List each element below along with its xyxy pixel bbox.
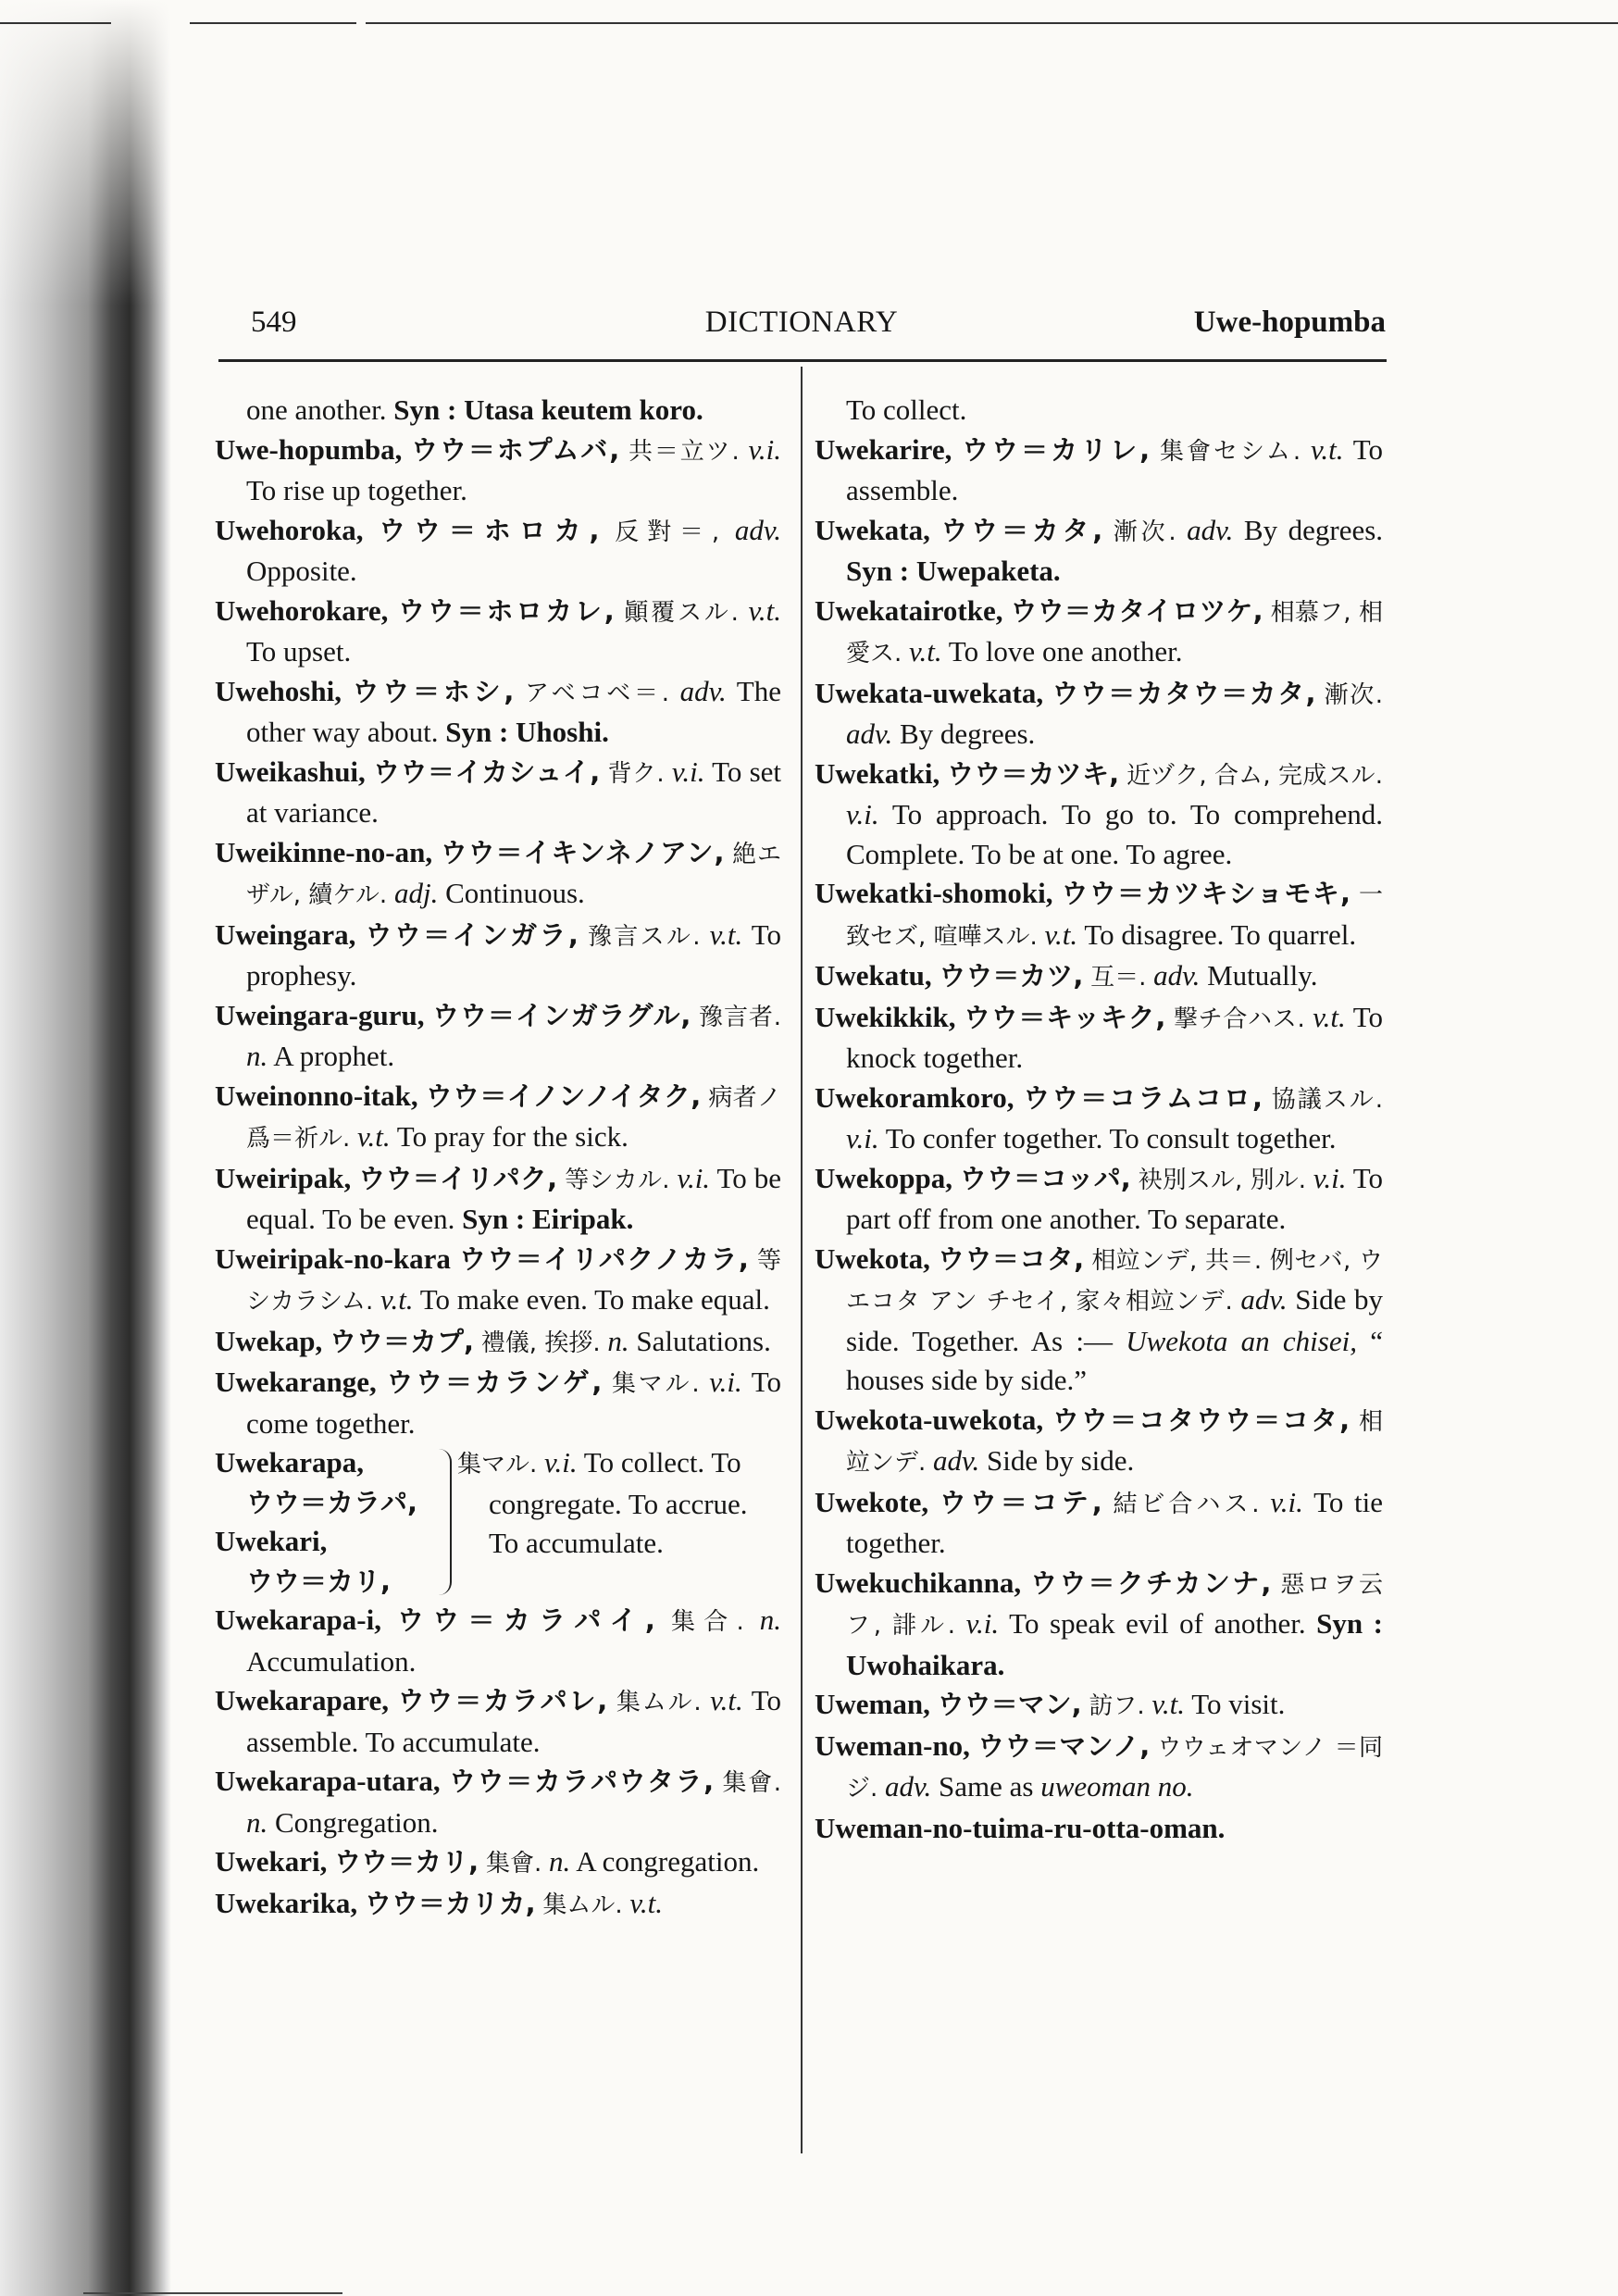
kanji-gloss: 惡ロヲ云フ, 誹ル.: [846, 1570, 1384, 1640]
headword: Uwe-hopumba,: [215, 432, 403, 466]
kanji-gloss: 集マル.: [611, 1370, 700, 1398]
synonym: Uwepaketa.: [915, 555, 1061, 587]
synonym-label: Syn :: [462, 1203, 526, 1235]
kanji-gloss: 集會.: [485, 1850, 542, 1878]
dictionary-entry: [815, 1401, 1383, 1483]
katakana: ウウ＝インガラ,: [365, 918, 579, 951]
bottom-rule: [83, 2292, 342, 2294]
katakana: ウウ＝ホロカ,: [379, 514, 600, 546]
kanji-gloss: 集ムル.: [616, 1689, 702, 1716]
dictionary-entry: [215, 833, 781, 916]
kanji-gloss: 集會.: [722, 1769, 782, 1797]
definition: Accumulation.: [246, 1644, 417, 1678]
kanji-gloss: 集合.: [670, 1608, 744, 1636]
part-of-speech: v.t.: [909, 635, 942, 668]
definition: To set at variance.: [246, 755, 782, 829]
katakana: ウウ＝コタ,: [938, 1242, 1085, 1275]
kanji-gloss: 背ク.: [607, 759, 665, 788]
katakana: ウウ＝コテ,: [939, 1486, 1102, 1518]
dictionary-entry: [815, 1159, 1383, 1240]
kanji-gloss: ウウェオマンノ ＝同ジ.: [846, 1733, 1384, 1803]
column-divider: [801, 367, 803, 2153]
headword: Uwehoroka,: [215, 513, 364, 546]
headword: Uweman,: [815, 1688, 930, 1720]
headword: Uweiripak-no-kara: [215, 1242, 451, 1275]
headword: Uwekarika,: [215, 1886, 358, 1919]
dictionary-entry: [215, 916, 781, 996]
top-rule: [0, 22, 111, 24]
definition: To upset.: [246, 635, 352, 668]
example-gloss: “ houses side by side.”: [846, 1324, 1383, 1396]
part-of-speech: v.t.: [709, 917, 743, 951]
katakana: ウウ＝イキンネノアン,: [440, 836, 725, 868]
part-of-speech: adv.: [846, 718, 893, 750]
katakana: ウウ＝カタウ＝カタ,: [1052, 677, 1316, 709]
definition: A congregation.: [576, 1845, 760, 1878]
katakana: ウウ＝マン,: [937, 1689, 1082, 1720]
top-rule: [190, 22, 356, 24]
dictionary-entry: [215, 592, 781, 672]
headword: Uwekap,: [215, 1324, 323, 1357]
dictionary-entry: [815, 511, 1383, 592]
definition: Opposite.: [246, 555, 357, 587]
kanji-gloss: 相竝ンデ.: [846, 1407, 1383, 1477]
dictionary-entry: [215, 672, 781, 753]
continued-text: one another.: [246, 393, 387, 426]
definition: Salutations.: [636, 1324, 771, 1357]
definition: To come together.: [246, 1366, 782, 1440]
dictionary-entry: [815, 1685, 1383, 1727]
definition: Side by side. Together. As :—: [846, 1283, 1383, 1357]
katakana: ウウ＝カラパイ,: [397, 1604, 655, 1636]
headword: Uwekuchikanna,: [815, 1566, 1022, 1599]
katakana: ウウ＝コッパ,: [959, 1162, 1131, 1194]
katakana: ウウ＝キッキク,: [963, 1001, 1166, 1033]
kanji-gloss: 訪フ.: [1089, 1692, 1145, 1720]
dictionary-entry: [215, 1159, 781, 1240]
headword: Uwekota-uwekota,: [815, 1403, 1044, 1436]
continued-text: To collect.: [846, 393, 967, 426]
definition: To rise up together.: [246, 474, 467, 506]
kanji-gloss: 互＝.: [1090, 964, 1147, 992]
synonym-label: Syn :: [393, 393, 457, 426]
katakana: ウウ＝カラパウタラ,: [449, 1766, 715, 1797]
kanji-gloss: 結ビ合ハス.: [1113, 1490, 1260, 1518]
guide-word: Uwe-hopumba: [1193, 306, 1386, 339]
dictionary-entry: [215, 1363, 781, 1443]
synonym: Utasa keutem koro.: [464, 393, 703, 426]
running-title: DICTIONARY: [704, 306, 899, 339]
dictionary-entry: [815, 674, 1383, 755]
kanji-gloss: 集ムル.: [542, 1890, 623, 1919]
synonym: Eiripak.: [531, 1203, 634, 1235]
dictionary-entry: [815, 1079, 1383, 1159]
dictionary-entry: [815, 874, 1383, 956]
katakana: ウウ＝カツキショモキ,: [1061, 878, 1350, 909]
katakana: ウウ＝カツキ,: [947, 757, 1120, 790]
part-of-speech: adv.: [1240, 1283, 1288, 1316]
part-of-speech: v.t.: [748, 593, 782, 627]
definition: A prophet.: [273, 1040, 395, 1072]
part-of-speech: v.t.: [1151, 1688, 1185, 1720]
dictionary-entry: [215, 391, 781, 430]
part-of-speech: v.t.: [380, 1283, 414, 1316]
grouped-headwords: [215, 1443, 437, 1601]
headword: Uwekari,: [215, 1845, 328, 1878]
definition: To prophesy.: [246, 917, 782, 992]
katakana: ウウ＝カリ,: [246, 1565, 392, 1597]
headword: Uweikashui,: [215, 755, 366, 788]
katakana: ウウ＝カタ,: [940, 514, 1103, 546]
definition: To love one another.: [948, 635, 1183, 668]
headword: Uweman-no-tuima-ru-otta-oman.: [815, 1811, 1226, 1844]
headword: Uwehorokare,: [215, 593, 389, 627]
headword: Uweman-no,: [815, 1728, 970, 1762]
kanji-gloss: 漸次.: [1113, 518, 1176, 546]
headword: Uwehoshi,: [215, 674, 342, 707]
headword: Uwekarapare,: [215, 1684, 389, 1716]
part-of-speech: v.i.: [709, 1366, 742, 1398]
dictionary-entry: [215, 753, 781, 833]
katakana: ウウ＝カラパレ,: [397, 1685, 608, 1716]
definition: The other way about.: [246, 674, 781, 748]
grouping-brace: [437, 1449, 452, 1595]
kanji-gloss: 豫言者.: [699, 1003, 782, 1031]
kanji-gloss: 相慕フ, 相愛ス.: [846, 598, 1384, 668]
definition: To speak evil of another.: [1009, 1607, 1306, 1640]
definition: To collect. To congregate. To accrue. To accumulate.: [489, 1446, 748, 1559]
usage-example: uweoman no.: [1040, 1770, 1194, 1803]
part-of-speech: n.: [246, 1805, 268, 1839]
headword: Uweikinne-no-an,: [215, 835, 433, 868]
katakana: ウウ＝ホプムバ,: [411, 433, 620, 466]
definition: To confer together. To consult together.: [885, 1122, 1337, 1154]
part-of-speech: n.: [548, 1845, 571, 1878]
part-of-speech: v.i.: [846, 798, 879, 830]
part-of-speech: v.i.: [965, 1607, 1000, 1640]
scan-edge-fade: [0, 0, 171, 306]
part-of-speech: adv.: [679, 674, 727, 707]
part-of-speech: n.: [607, 1324, 629, 1357]
definition: To tie together.: [846, 1485, 1384, 1559]
definition: To knock together.: [846, 1000, 1383, 1074]
part-of-speech: v.t.: [710, 1684, 743, 1716]
headword: Uwekarire,: [815, 432, 952, 466]
kanji-gloss: 等シカル.: [565, 1166, 670, 1194]
katakana: ウウ＝ホロカレ,: [398, 594, 615, 627]
synonym-label: Syn :: [846, 555, 910, 587]
definition: By degrees.: [899, 718, 1036, 750]
katakana: ウウ＝カプ,: [330, 1325, 475, 1357]
left-entries: [215, 391, 781, 1443]
katakana: ウウ＝イノンノイタク,: [425, 1079, 702, 1112]
headword: Uwekikkik,: [815, 1000, 956, 1033]
grouped-definition: [457, 1443, 781, 1601]
katakana: ウウ＝カリカ,: [364, 1887, 536, 1919]
grouped-entry: [215, 1443, 781, 1601]
definition: By degrees.: [1243, 513, 1384, 546]
headword: Uwekoppa,: [815, 1161, 953, 1194]
definition: Side by side.: [986, 1444, 1135, 1477]
kanji-gloss: 近ヅク, 合ム, 完成スル.: [1126, 761, 1383, 790]
page-number: 549: [251, 306, 297, 339]
part-of-speech: v.i.: [748, 432, 782, 466]
part-of-speech: v.i.: [846, 1122, 879, 1154]
kanji-gloss: 病者ノ爲＝祈ル.: [246, 1083, 781, 1153]
dictionary-entry: [815, 391, 1383, 430]
headword: Uwekarapa,: [215, 1446, 365, 1479]
dictionary-entry: [215, 1240, 781, 1322]
katakana: ウウ＝カリレ,: [962, 433, 1151, 466]
definition: To approach. To go to. To comprehend. Complete. To be at one. To agree.: [846, 798, 1383, 870]
right-column: [815, 391, 1383, 1848]
dictionary-entry: [215, 1884, 781, 1926]
part-of-speech: adv.: [933, 1444, 980, 1477]
headword: Uwekoramkoro,: [815, 1080, 1014, 1114]
top-rule: [366, 22, 1618, 24]
headword: Uwekarange,: [215, 1366, 377, 1398]
part-of-speech: adj.: [393, 877, 439, 909]
katakana: ウウ＝イリパクノカラ,: [459, 1242, 749, 1275]
kanji-gloss: 共＝立ツ.: [628, 437, 740, 466]
part-of-speech: n.: [246, 1040, 268, 1072]
headword: Uweingara-guru,: [215, 998, 425, 1031]
katakana: ウウ＝クチカンナ,: [1030, 1566, 1272, 1599]
headword: Uwekote,: [815, 1485, 929, 1518]
dictionary-entry: [215, 1601, 781, 1681]
headword: Uweiripak,: [215, 1161, 352, 1194]
part-of-speech: v.t.: [629, 1886, 663, 1919]
headword: Uwekatki-shomoki,: [815, 877, 1053, 909]
kanji-gloss: 袂別スル, 別ル.: [1138, 1166, 1307, 1194]
katakana: ウウ＝カリ,: [334, 1846, 479, 1878]
part-of-speech: n.: [759, 1603, 782, 1636]
dictionary-entry: [815, 1727, 1383, 1809]
part-of-speech: v.i.: [677, 1161, 711, 1194]
kanji-gloss: 絶エザル, 續ケル.: [246, 840, 781, 909]
katakana: ウウ＝イカシュイ,: [373, 755, 601, 788]
headword: Uwekata,: [815, 513, 930, 546]
definition: Mutually.: [1207, 959, 1318, 992]
katakana: ウウ＝ホシ,: [352, 675, 515, 707]
definition: Same as: [938, 1770, 1034, 1803]
definition: To be equal. To be even.: [246, 1161, 782, 1235]
dictionary-entry: [215, 430, 781, 511]
headword: Uwekatu,: [815, 959, 932, 992]
kanji-gloss: 豫言スル.: [587, 922, 701, 951]
definition: To visit.: [1191, 1688, 1286, 1720]
katakana: ウウ＝マンノ,: [977, 1729, 1151, 1762]
kanji-gloss: 撃チ合ハス.: [1173, 1004, 1305, 1033]
katakana: ウウ＝コラムコロ,: [1023, 1081, 1263, 1114]
part-of-speech: v.i.: [544, 1446, 578, 1479]
headword: Uwekatairotke,: [815, 593, 1003, 627]
part-of-speech: adv.: [885, 1770, 932, 1803]
definition: To assemble.: [846, 432, 1384, 506]
definition: To assemble. To accumulate.: [246, 1684, 782, 1758]
part-of-speech: v.t.: [357, 1120, 391, 1153]
definition: To part off from one another. To separate.: [846, 1161, 1384, 1235]
part-of-speech: adv.: [1187, 513, 1234, 546]
katakana: ウウ＝コタウウ＝コタ,: [1052, 1404, 1350, 1436]
headword: Uwekatki,: [815, 756, 940, 790]
dictionary-entry: [815, 1240, 1383, 1401]
part-of-speech: v.t.: [1310, 432, 1344, 466]
kanji-gloss: 集マル.: [457, 1451, 538, 1479]
part-of-speech: adv.: [734, 513, 782, 546]
dictionary-entry: [215, 1842, 781, 1884]
headword: Uweingara,: [215, 917, 356, 951]
dictionary-entry: [215, 1077, 781, 1159]
dictionary-entry: [815, 998, 1383, 1079]
kanji-gloss: 禮儀, 挨拶.: [480, 1329, 601, 1357]
headword: Uwekarapa-i,: [215, 1603, 381, 1636]
katakana: ウウ＝カラパ,: [246, 1486, 418, 1518]
part-of-speech: v.i.: [1313, 1161, 1347, 1194]
kanji-gloss: 集會セシム.: [1159, 437, 1301, 466]
synonym-label: Syn :: [445, 716, 509, 748]
kanji-gloss: 等シカラシム.: [246, 1246, 781, 1316]
headword: Uwekota,: [815, 1242, 930, 1275]
dictionary-entry: [815, 755, 1383, 875]
dictionary-entry: [815, 1564, 1383, 1686]
part-of-speech: v.i.: [671, 755, 705, 788]
kanji-gloss: 漸次.: [1324, 680, 1383, 709]
part-of-speech: v.t.: [1313, 1000, 1346, 1033]
dictionary-entry: [215, 1681, 781, 1762]
definition: Continuous.: [445, 877, 585, 909]
katakana: ウウ＝インガラグル,: [432, 999, 691, 1031]
definition: Congregation.: [275, 1805, 439, 1839]
dictionary-entry: [215, 1322, 781, 1364]
left-column: [215, 391, 781, 1925]
definition: To pray for the sick.: [396, 1120, 629, 1153]
dictionary-entry: [215, 511, 781, 592]
dictionary-entry: [215, 1762, 781, 1842]
part-of-speech: v.t.: [1044, 917, 1078, 951]
synonym: Uhoshi.: [516, 716, 609, 748]
katakana: ウウ＝カツ,: [939, 960, 1084, 992]
header-rule: [218, 359, 1387, 362]
dictionary-entry: [815, 1483, 1383, 1564]
katakana: ウウ＝カタイロツケ,: [1010, 594, 1263, 627]
part-of-speech: adv.: [1153, 959, 1201, 992]
kanji-gloss: 顚覆スル.: [624, 598, 739, 627]
definition: To make even. To make equal.: [419, 1283, 770, 1316]
kanji-gloss: 相竝ンデ, 共＝. 例セバ, ウエコタ アン チセイ, 家々相竝ンデ.: [846, 1246, 1383, 1316]
page-header: [218, 306, 1386, 352]
kanji-gloss: アベコベ＝.: [524, 679, 670, 707]
left-entries-after: [215, 1601, 781, 1925]
scan-edge-shadow: [0, 0, 171, 2296]
right-entries: [815, 391, 1383, 1848]
part-of-speech: v.i.: [1270, 1485, 1303, 1518]
dictionary-entry: [815, 592, 1383, 674]
headword: Uwekata-uwekata,: [815, 676, 1044, 709]
kanji-gloss: 反對＝,: [615, 518, 720, 546]
headword: Uwekarapa-utara,: [215, 1765, 441, 1797]
kanji-gloss: 協議スル.: [1271, 1085, 1384, 1114]
headword: Uweinonno-itak,: [215, 1079, 418, 1112]
synonym: Uwohaikara.: [846, 1648, 1005, 1681]
dictionary-entry: [815, 956, 1383, 998]
dictionary-entry: [215, 996, 781, 1077]
dictionary-entry: [815, 430, 1383, 511]
headword: Uwekari,: [215, 1525, 328, 1557]
synonym-label: Syn :: [1316, 1607, 1383, 1640]
definition: To disagree. To quarrel.: [1084, 917, 1357, 951]
usage-example: Uwekota an chisei,: [1126, 1324, 1357, 1357]
katakana: ウウ＝イリパク,: [358, 1162, 558, 1194]
katakana: ウウ＝カランゲ,: [386, 1366, 603, 1398]
kanji-gloss: 一致セズ, 喧嘩スル.: [846, 881, 1383, 951]
dictionary-entry: [815, 1809, 1383, 1849]
